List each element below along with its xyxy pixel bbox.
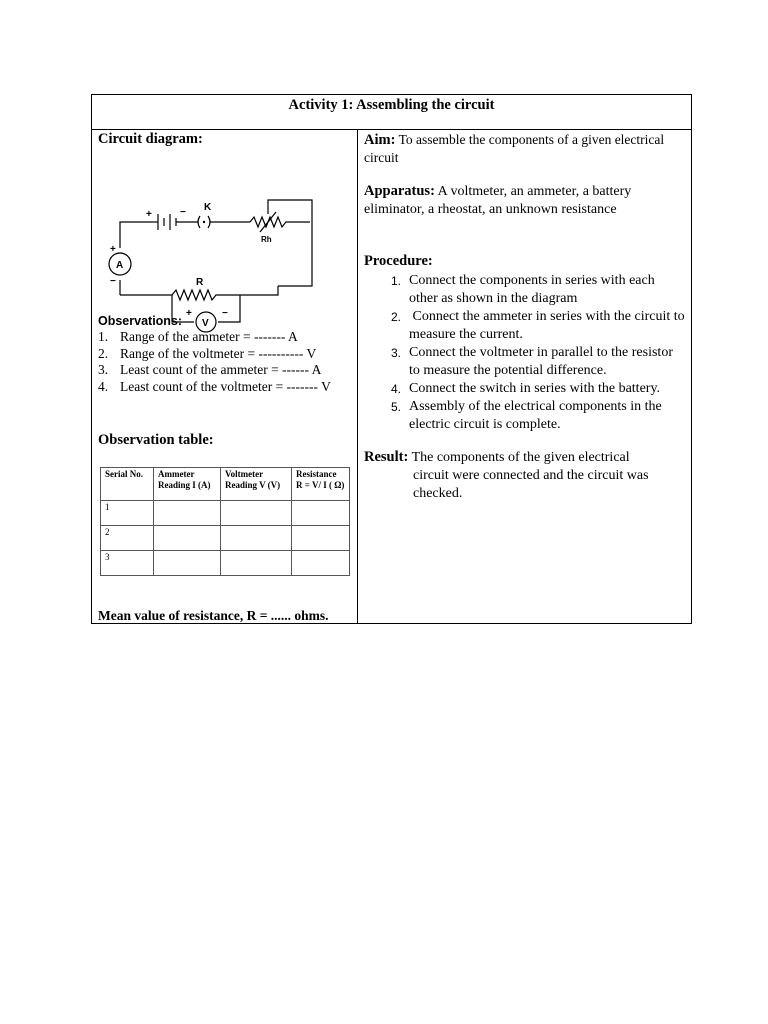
ammeter-label: A xyxy=(116,260,124,271)
voltmeter-plus: + xyxy=(186,308,192,319)
aim-label: Aim: xyxy=(364,132,396,148)
table-cell xyxy=(292,501,350,526)
activity-sheet xyxy=(91,94,692,624)
activity-title: Activity 1: Assembling the circuit xyxy=(92,95,691,130)
resistor-label: R xyxy=(196,277,204,288)
observation-table-heading: Observation table: xyxy=(98,432,214,448)
wire-top-left xyxy=(120,222,152,248)
apparatus-section xyxy=(364,182,683,219)
table-cell: 2 xyxy=(101,526,154,551)
ammeter-minus: − xyxy=(110,276,116,287)
procedure-step: 4. Connect the switch in series with the battery. xyxy=(390,381,661,396)
rheostat-coil xyxy=(250,217,310,227)
result-text-first: The components of the given electrical xyxy=(411,450,630,465)
table-cell xyxy=(292,526,350,551)
procedure-label: Procedure: xyxy=(364,253,433,269)
observations-heading: Observations: xyxy=(98,314,183,328)
result-label: Result: xyxy=(364,449,409,465)
observation-item: 3. Least count of the ammeter = ------ A xyxy=(98,362,322,377)
procedure-step: 2. Connect the ammeter in series with the circuit to measure the current. xyxy=(390,309,689,342)
key-dot xyxy=(203,221,205,223)
voltmeter-label: V xyxy=(202,318,209,329)
table-row xyxy=(101,501,350,526)
table-cell: 3 xyxy=(101,551,154,576)
table-cell xyxy=(221,551,292,576)
aim-text: To assemble the components of a given electrical circuit xyxy=(364,132,665,165)
table-row xyxy=(101,551,350,576)
resistor-coil xyxy=(172,286,278,300)
table-cell xyxy=(221,526,292,551)
procedure-step: 3. Connect the voltmeter in parallel to the resistor to measure the potential difference. xyxy=(390,345,673,378)
left-column xyxy=(92,130,357,623)
mean-resistance: Mean value of resistance, R = ...... ohms. xyxy=(98,608,329,623)
ammeter-plus: + xyxy=(110,244,116,255)
column-header: Resistance R = V/ I ( Ω) xyxy=(292,468,350,501)
table-cell: 1 xyxy=(101,501,154,526)
column-header: Ammeter Reading I (A) xyxy=(154,468,221,501)
observation-table xyxy=(100,467,350,576)
table-cell xyxy=(154,526,221,551)
procedure-step: 1. Connect the components in series with each other as shown in the diagram xyxy=(390,273,655,306)
table-header-row xyxy=(101,468,350,501)
table-cell xyxy=(221,501,292,526)
table-cell xyxy=(154,501,221,526)
observations-list xyxy=(98,329,331,395)
key-label: K xyxy=(204,202,212,213)
table-row xyxy=(101,526,350,551)
table-cell xyxy=(292,551,350,576)
result-section xyxy=(364,448,683,503)
observation-item: 2. Range of the voltmeter = ---------- V xyxy=(98,345,317,361)
voltmeter-minus: − xyxy=(222,308,228,319)
rheostat-label: Rh xyxy=(261,235,272,244)
aim-section xyxy=(364,131,683,166)
battery-minus: − xyxy=(180,207,186,218)
table-cell xyxy=(154,551,221,576)
apparatus-text: A voltmeter, an ammeter, a battery eliminator, a rheostat, an unknown resistance xyxy=(364,184,632,217)
procedure-section xyxy=(364,253,689,434)
procedure-step: 5. Assembly of the electrical components in the electric circuit is complete. xyxy=(390,399,662,432)
observation-item: 4. Least count of the voltmeter = ------- V xyxy=(98,378,331,394)
procedure-list xyxy=(364,272,689,434)
rheostat-slider xyxy=(260,212,276,232)
result-text-rest: circuit were connected and the circuit was checked. xyxy=(413,468,649,501)
observation-item: 1. Range of the ammeter = ------- A xyxy=(98,329,298,344)
apparatus-label: Apparatus: xyxy=(364,183,435,199)
battery-plus: + xyxy=(146,209,152,220)
circuit-diagram-heading: Circuit diagram: xyxy=(98,131,203,147)
right-column xyxy=(358,130,691,623)
column-header: Voltmeter Reading V (V) xyxy=(221,468,292,501)
column-header: Serial No. xyxy=(101,468,154,501)
